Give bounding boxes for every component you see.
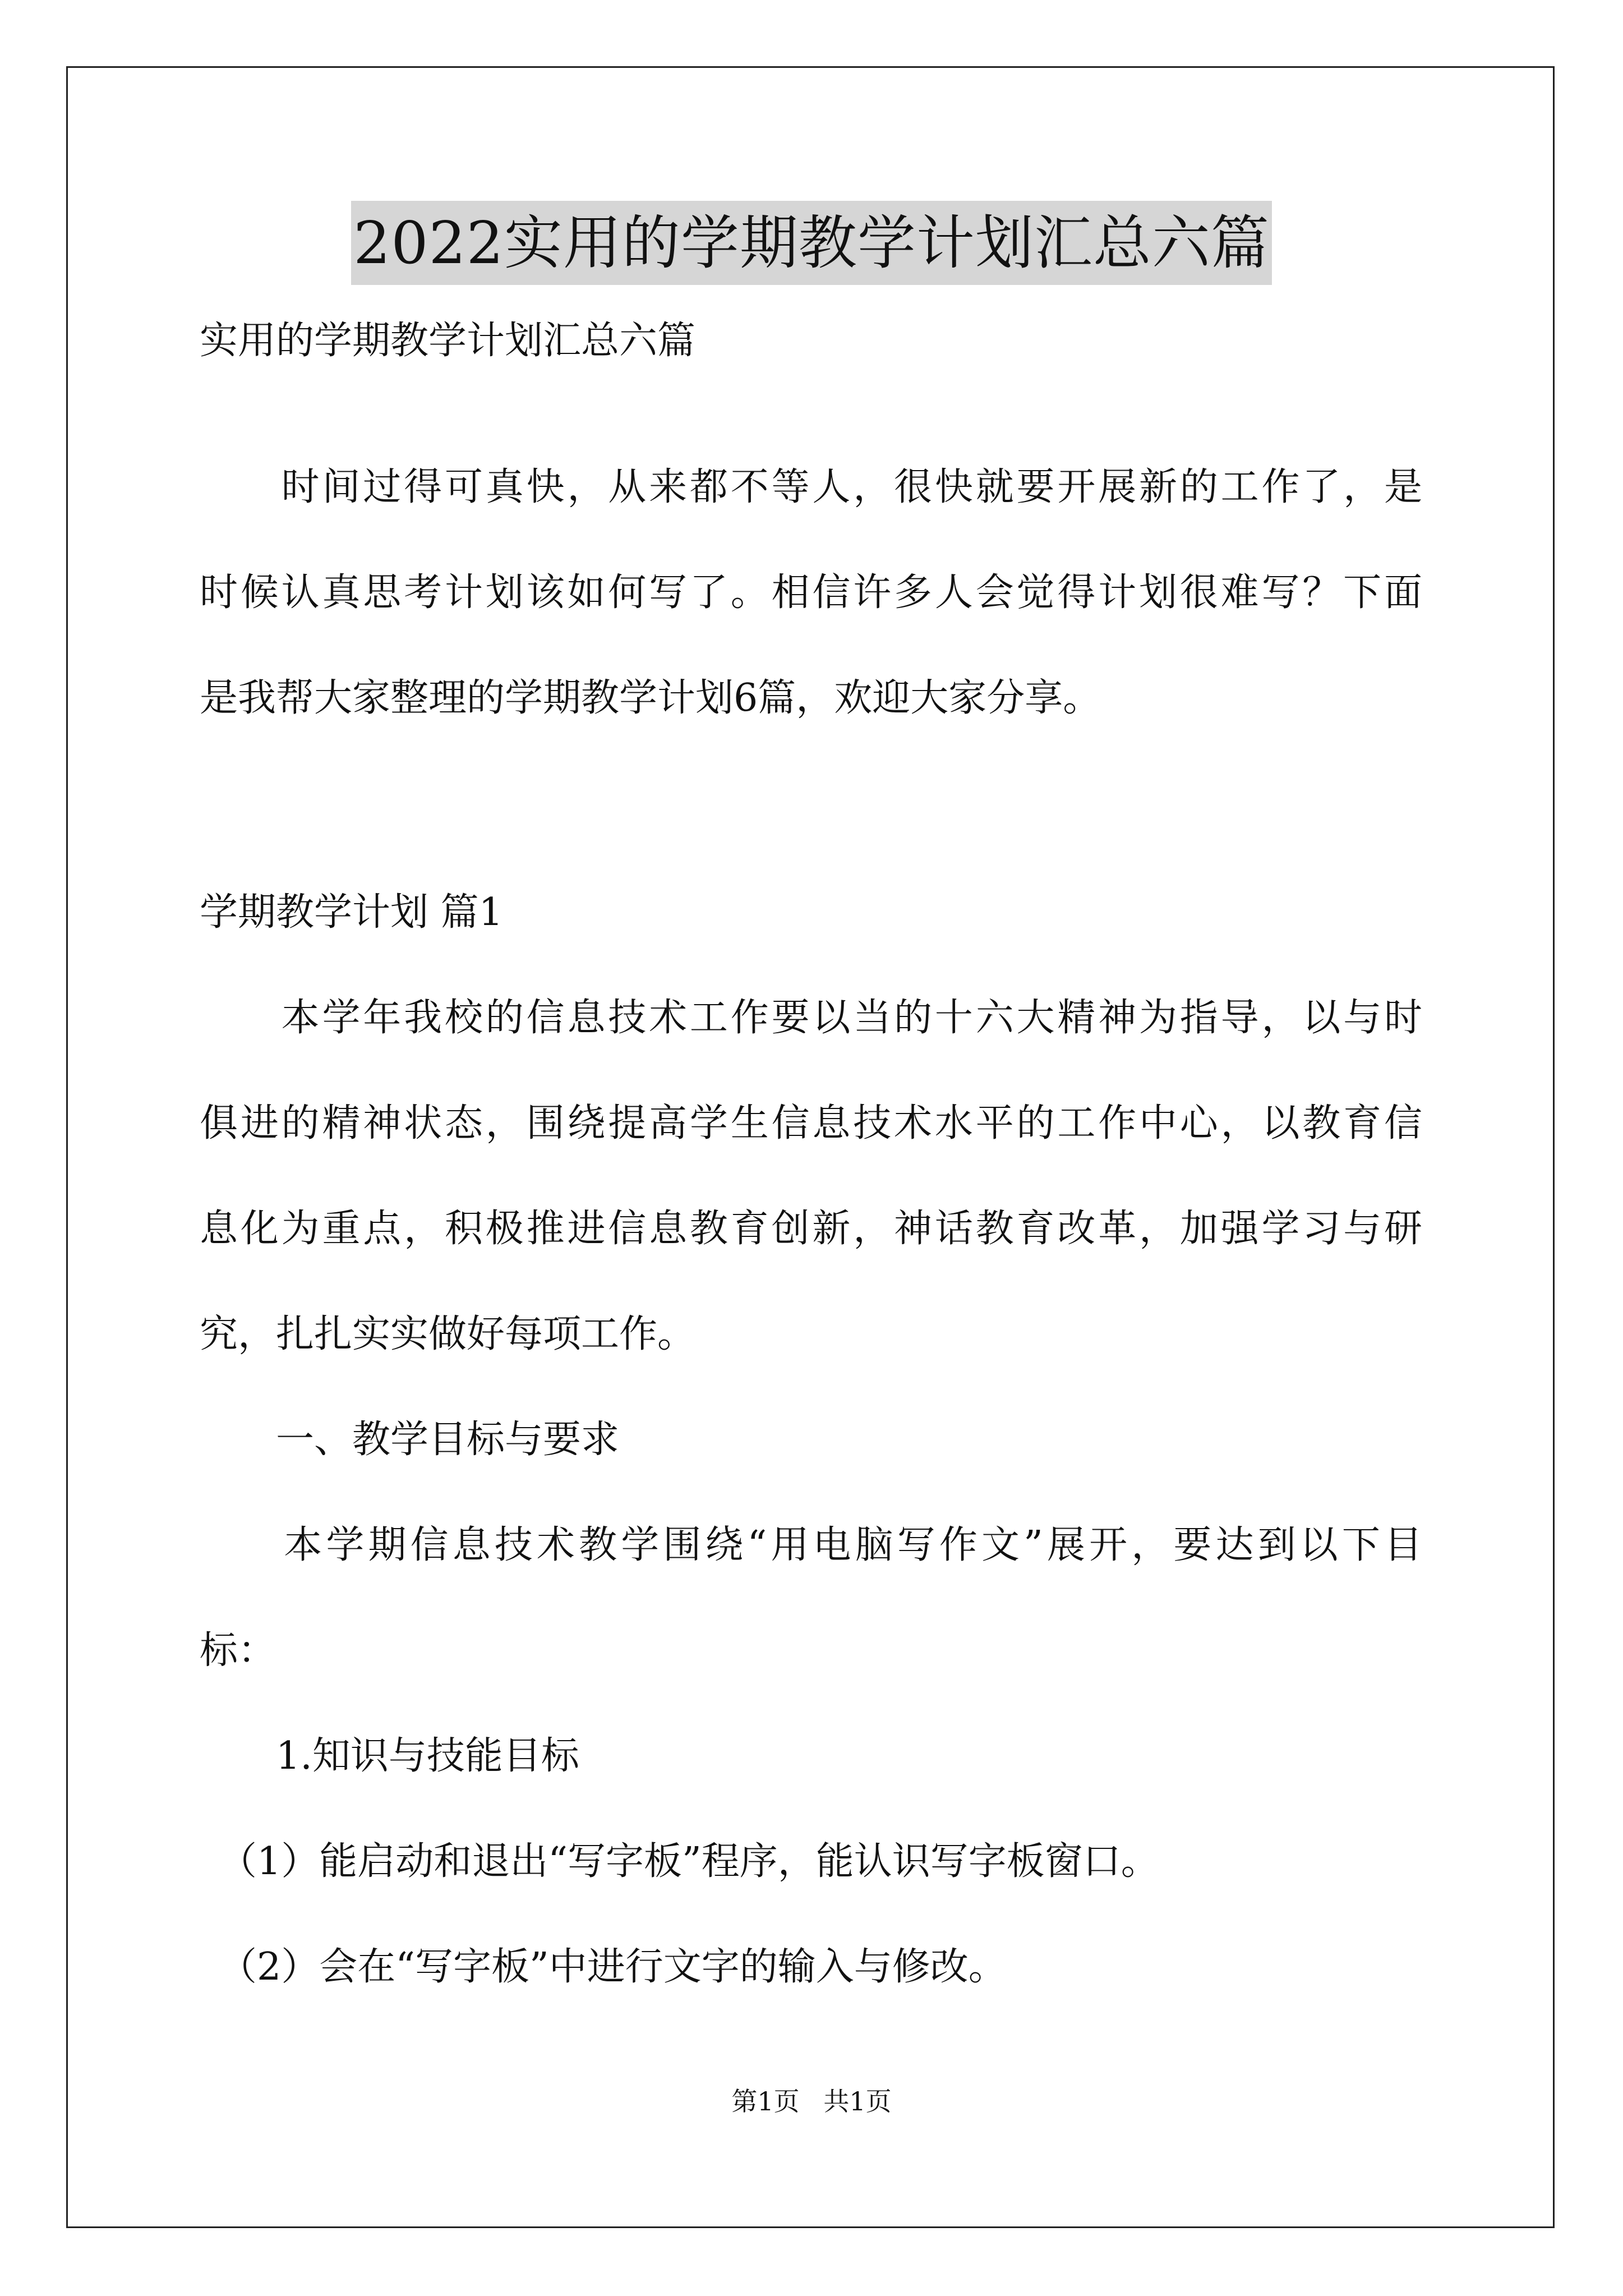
paragraph-line: 时间过得可真快，从来都不等人，很快就要开展新的工作了，是 xyxy=(200,465,1422,509)
paragraph-line: 时候认真思考计划该如何写了。相信许多人会觉得计划很难写？下面 xyxy=(200,570,1422,615)
list-item: （2）会在“写字板”中进行文字的输入与修改。 xyxy=(200,1945,1007,1989)
paragraph-line: 究，扎扎实实做好每项工作。 xyxy=(200,1312,696,1356)
section-heading: 学期教学计划 篇1 xyxy=(200,890,503,935)
page-total: 共1页 xyxy=(823,2086,892,2116)
page-footer xyxy=(0,2085,1623,2118)
list-heading: 1.知识与技能目标 xyxy=(200,1734,579,1778)
title-container xyxy=(0,201,1623,285)
paragraph-line: 本学期信息技术教学围绕“用电脑写作文”展开，要达到以下目 xyxy=(200,1523,1422,1567)
subsection-heading: 一、教学目标与要求 xyxy=(200,1418,620,1462)
paragraph-line: 本学年我校的信息技术工作要以当的十六大精神为指导，以与时 xyxy=(200,996,1422,1040)
paragraph-line: 息化为重点，积极推进信息教育创新，神话教育改革，加强学习与研 xyxy=(200,1207,1422,1251)
paragraph-line: 俱进的精神状态，围绕提高学生信息技术水平的工作中心，以教育信 xyxy=(200,1101,1422,1145)
document-title: 2022实用的学期教学计划汇总六篇 xyxy=(351,201,1272,285)
list-item: （1）能启动和退出“写字板”程序，能认识写字板窗口。 xyxy=(200,1839,1159,1884)
page-number: 第1页 xyxy=(731,2086,800,2116)
subtitle-line: 实用的学期教学计划汇总六篇 xyxy=(200,319,696,363)
paragraph-line: 是我帮大家整理的学期教学计划6篇，欢迎大家分享。 xyxy=(200,676,1101,720)
paragraph-line: 标： xyxy=(200,1628,276,1673)
